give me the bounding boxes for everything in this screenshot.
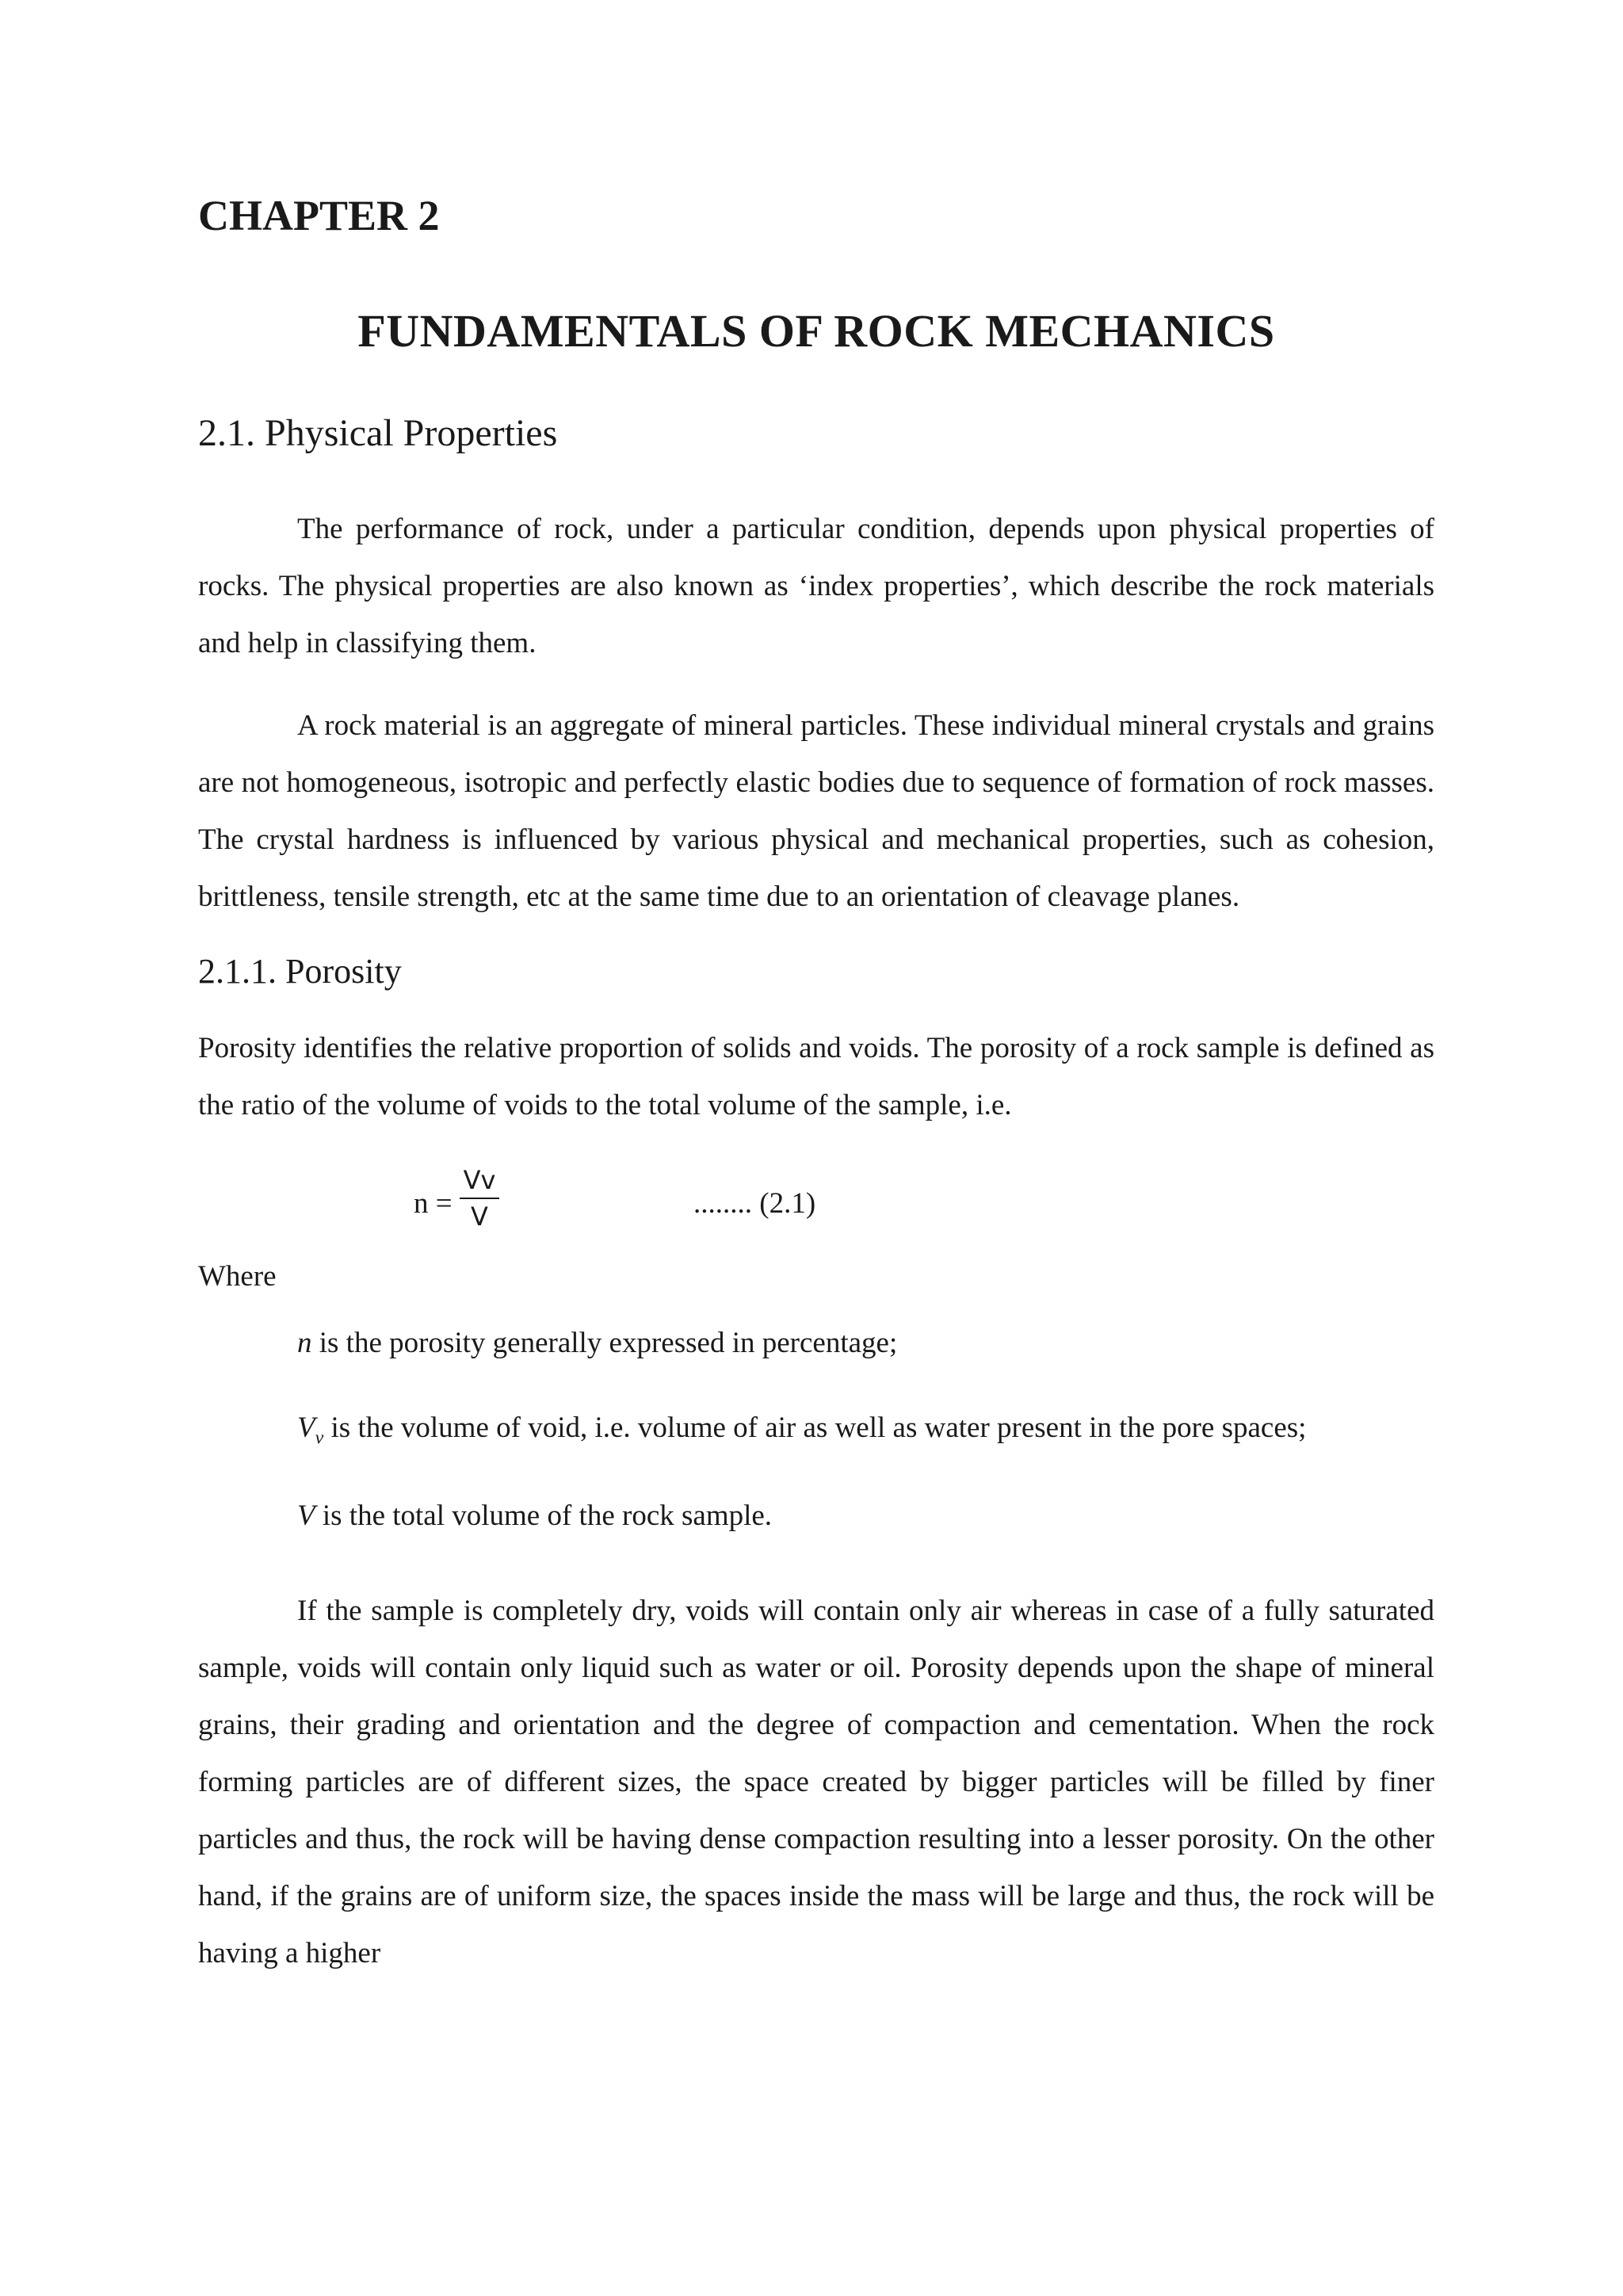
porosity-equation bbox=[198, 1163, 1434, 1242]
definition-v bbox=[297, 1499, 1434, 1534]
subsection-heading: 2.1.1. Porosity bbox=[198, 951, 402, 991]
definition-text: is the volume of void, i.e. volume of air as well as water present in the pore spaces; bbox=[323, 1411, 1307, 1444]
paragraph-rock-material: A rock material is an aggregate of mineral particles. These individual mineral crystals and grains are not homogeneous, isotropic and perfectly elastic bodies due to sequence of formation of rock masses. The crystal hardness is influenced by various physical and mechanical properties, such as cohesion, brittleness, tensile strength, etc at the same time due to an orientation of cleavage planes. bbox=[198, 709, 1434, 913]
definition-n bbox=[297, 1326, 1434, 1361]
section-heading: 2.1. Physical Properties bbox=[198, 412, 558, 455]
paragraph-porosity-closing: If the sample is completely dry, voids will contain only air whereas in case of a fully saturated sample, voids will contain only liquid such as water or oil. Porosity depends upon the shape of mineral grains, their grading and orientation and the degree of compaction and cementation. When the rock forming particles are of different sizes, the space created by bigger particles will be filled by finer particles and thus, the rock will be having dense compaction resulting into a lesser porosity. On the other hand, if the grains are of uniform size, the spaces inside the mass will be large and thus, the rock will be having a higher bbox=[198, 1595, 1434, 1970]
definition-symbol: V bbox=[297, 1499, 315, 1532]
equation-numerator: Vv bbox=[460, 1163, 499, 1199]
equation-lhs: n = bbox=[414, 1186, 453, 1220]
equation-number: ........ (2.1) bbox=[693, 1186, 816, 1220]
definition-vv bbox=[297, 1411, 1434, 1450]
definition-symbol: V bbox=[297, 1411, 315, 1444]
equation-fraction bbox=[460, 1163, 499, 1234]
definition-subscript: v bbox=[315, 1427, 324, 1448]
equation-denominator: V bbox=[471, 1201, 488, 1232]
chapter-label: CHAPTER 2 bbox=[198, 192, 440, 239]
definition-text: is the total volume of the rock sample. bbox=[315, 1499, 773, 1532]
page-content bbox=[198, 190, 1434, 2008]
paragraph-porosity-intro: Porosity identifies the relative proportion of solids and voids. The porosity of a rock sample is defined as the ratio of the volume of voids to the total volume of the sample, i.e. bbox=[198, 1031, 1434, 1121]
where-label: Where bbox=[198, 1259, 277, 1293]
paragraph-physical-properties: The performance of rock, under a particular condition, depends upon physical properties of rocks. The physical properties are also known as ‘index properties’, which describe the rock materials and help in classifying them. bbox=[198, 512, 1434, 659]
definition-text: is the porosity generally expressed in percentage; bbox=[311, 1327, 898, 1360]
chapter-title: FUNDAMENTALS OF ROCK MECHANICS bbox=[357, 304, 1275, 357]
definition-symbol: n bbox=[297, 1327, 312, 1360]
